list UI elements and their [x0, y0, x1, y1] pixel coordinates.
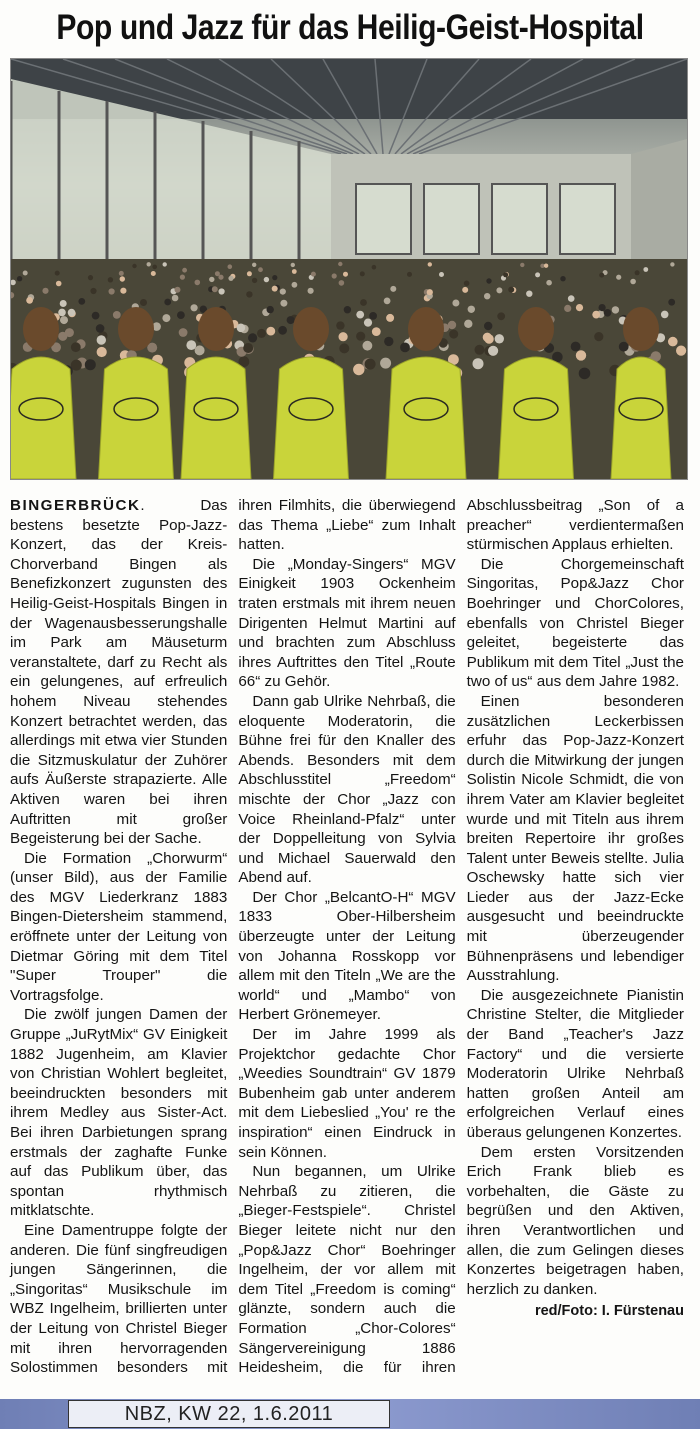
- audience-member: [182, 268, 187, 273]
- paragraph: Die Formation „Chorwurm“ (unser Bild), aus der Familie des MGV Liederkranz 1883 Bingen-Dietersheim stammend, eröffnete unter der Leitung von Dietmar Göring mit dem Titel "Super Trouper" die Vortragsfolge.: [10, 849, 228, 1004]
- audience-member: [386, 314, 394, 322]
- paragraph: Dem ersten Vorsitzenden Erich Frank blieb es vorbehalten, die Gäste zu begrüßen und den Aktiven, ihren Verantwortlichen und allen, die zum Gelingen dieses Konzertes beigetragen haben, herzlich zu danken.: [466, 1143, 684, 1298]
- audience-member: [257, 329, 266, 338]
- audience-member: [576, 304, 583, 311]
- singer-head: [198, 307, 234, 351]
- audience-member: [308, 288, 314, 294]
- singer-head: [408, 307, 444, 351]
- audience-member: [365, 359, 376, 370]
- audience-member: [68, 309, 76, 317]
- audience-member: [520, 263, 524, 267]
- audience-member: [488, 346, 498, 356]
- audience-member: [495, 334, 504, 343]
- audience-member: [372, 327, 381, 336]
- audience-member: [132, 264, 136, 268]
- audience-member: [400, 343, 410, 353]
- back-window: [492, 184, 547, 254]
- audience-member: [212, 286, 218, 292]
- audience-member: [56, 281, 62, 287]
- audience-member: [343, 272, 348, 277]
- audience-member: [616, 275, 621, 280]
- audience-member: [292, 269, 297, 274]
- audience-member: [360, 299, 367, 306]
- audience-member: [292, 282, 298, 288]
- back-window: [424, 184, 479, 254]
- audience-member: [336, 321, 344, 329]
- audience-member: [272, 275, 277, 280]
- right-wall: [631, 139, 687, 279]
- audience-member: [163, 262, 167, 266]
- singer-shirt: [99, 357, 174, 479]
- audience-member: [60, 316, 68, 324]
- singer-shirt: [11, 357, 76, 479]
- audience-member: [140, 299, 147, 306]
- audience-member: [535, 272, 540, 277]
- audience-member: [508, 287, 514, 293]
- audience-member: [172, 295, 179, 302]
- audience-member: [526, 291, 532, 297]
- audience-member: [439, 272, 444, 277]
- singer-shirt: [274, 357, 349, 479]
- audience-member: [71, 342, 81, 352]
- singer-head: [293, 307, 329, 351]
- audience-member: [612, 306, 619, 313]
- audience-member: [468, 306, 475, 313]
- audience-member: [407, 272, 412, 277]
- paragraph: Einen besonderen zusätzlichen Leckerbissen erfuhr das Pop-Jazz-Konzert durch die Mitwirkung der jungen Solistin Nicole Schmidt, die von ihrem Vater am Klavier begleitet wurde und mit Titeln aus ihrem breiten Repertoire ihr großes Talent unter Beweis stellte. Julia Oschewsky hatte sich vier Lieder aus der Jazz-Ecke ausgesucht und beeindruckte mit überzeugender Bühnenpräsens und lebendiger Ausstrahlung.: [466, 692, 684, 985]
- audience-member: [42, 288, 48, 294]
- paragraph: Der im Jahre 1999 als Projektchor gedachte Chor „Weedies Soundtrain“ GV 1879 Bubenheim gab unter anderem mit dem Liebeslied „You' re the inspiration“ einen Eindruck in sein Können.: [238, 1026, 456, 1161]
- audience-member: [209, 277, 214, 282]
- audience-member: [568, 295, 575, 302]
- audience-member: [356, 311, 364, 319]
- audience-member: [278, 326, 287, 335]
- audience-member: [119, 271, 124, 276]
- audience-member: [369, 312, 377, 320]
- article-body: [10, 496, 684, 1391]
- audience-member: [332, 273, 337, 278]
- audience-member: [264, 277, 269, 282]
- lead-paragraph: [10, 496, 227, 849]
- audience-member: [186, 340, 196, 350]
- audience-member: [484, 293, 490, 299]
- audience-member: [372, 265, 377, 270]
- lead-text: . Das bestens besetzte Pop-Jazz-Konzert, das der Kreis-Chorverband Bingen als Benefizkonzert zugunsten des Heilig-Geist-Hospitals Bingen in der Wagenausbesserungshalle im Park am Mäuseturm veranstaltete, darf zu Recht als ein gelungenes, auf erfreulich hohem Niveau stehendes Konzert betrachtet werden, das allerdings mit etwa vier Stunden die Sitzmuskulatur der Zuhörer aufs Äußerste strapazierte. Alle Aktiven waren bei ihren Auftritten mit großer Begeisterung bei der Sache.: [10, 497, 228, 848]
- audience-member: [497, 312, 505, 320]
- audience-member: [120, 276, 125, 281]
- audience-member: [228, 264, 233, 269]
- audience-member: [195, 280, 201, 286]
- audience-member: [384, 337, 393, 346]
- headline: Pop und Jazz für das Heilig-Geist-Hospital: [56, 8, 644, 47]
- audience-member: [175, 287, 181, 293]
- audience-member: [630, 279, 636, 285]
- audience-member: [90, 288, 96, 294]
- audience-member: [65, 328, 74, 337]
- audience-member: [592, 311, 600, 319]
- audience-member: [96, 324, 105, 333]
- audience-member: [670, 262, 674, 266]
- audience-member: [108, 277, 113, 282]
- audience-member: [503, 272, 508, 277]
- audience-member: [120, 288, 126, 294]
- audience-member: [92, 312, 100, 320]
- paragraph: Die „Monday-Singers“ MGV Einigkeit 1903 Ockenheim traten erstmals mit ihrem neuen Dirigenten Helmut Martini auf und brachten zum Abschluss ihres Auftrittes den Titel „Route 66“ zu Gehör.: [238, 555, 456, 691]
- audience-member: [280, 300, 287, 307]
- audience-member: [464, 281, 470, 287]
- audience-member: [668, 337, 678, 347]
- audience-member: [258, 267, 263, 272]
- audience-member: [390, 286, 396, 292]
- audience-member: [191, 304, 198, 311]
- audience-member: [360, 271, 365, 276]
- audience-member: [17, 276, 22, 281]
- audience-member: [619, 342, 629, 352]
- audience-member: [483, 333, 492, 342]
- audience-member: [252, 263, 256, 267]
- audience-member: [486, 278, 491, 283]
- audience-member: [152, 265, 157, 270]
- audience-member: [496, 287, 502, 293]
- audience-member: [109, 288, 115, 294]
- audience-member: [576, 350, 586, 360]
- audience-member: [428, 262, 432, 266]
- article-photo: [10, 58, 688, 480]
- audience-member: [113, 311, 121, 319]
- audience-member: [266, 327, 275, 336]
- audience-member: [546, 280, 552, 286]
- audience-member: [643, 267, 648, 272]
- singer-shirt: [611, 357, 671, 479]
- audience-member: [661, 311, 669, 319]
- paragraph: Der Chor „BelcantO-H“ MGV 1833 Ober-Hilbersheim überzeugte unter der Leitung von Johanna Rosskopp vor allem mit den Titeln „We are the world“ und „Mambo“ von Herbert Grönemeyer.: [238, 888, 456, 1024]
- audience-member: [635, 270, 640, 275]
- audience-member: [462, 287, 468, 293]
- audience-member: [364, 319, 372, 327]
- audience-member: [475, 345, 485, 355]
- audience-member: [339, 280, 345, 286]
- audience-member: [564, 305, 571, 312]
- photo-credit: red/Foto: I. Fürstenau: [534, 1303, 684, 1320]
- audience-member: [151, 271, 156, 276]
- audience-member: [380, 358, 391, 369]
- audience-member: [218, 275, 223, 280]
- audience-member: [363, 341, 373, 351]
- audience-member: [237, 324, 246, 333]
- audience-member: [344, 306, 351, 313]
- audience-member: [179, 328, 188, 337]
- singer-shirt: [181, 357, 251, 479]
- source-stamp: NBZ, KW 22, 1.6.2011: [68, 1400, 390, 1428]
- audience-member: [219, 288, 225, 294]
- audience-member: [579, 368, 591, 380]
- audience-member: [452, 300, 459, 307]
- audience-member: [71, 360, 82, 371]
- paragraph: Die ausgezeichnete Pianistin Christine Stelter, die Mitglieder der Band „Teacher's Jazz Factory“ und die versierte Moderatorin Ulrike Nehrbaß hatten großen Anteil am erfolgreichen Verlauf eines überaus gelungenen Konzertes.: [466, 986, 684, 1141]
- audience-member: [58, 309, 66, 317]
- audience-member: [247, 271, 252, 276]
- audience-member: [676, 346, 686, 356]
- back-window: [356, 184, 411, 254]
- audience-member: [464, 320, 472, 328]
- audience-member: [180, 275, 185, 280]
- back-window: [560, 184, 615, 254]
- paragraph: Eine Damentruppe folgte der anderen. Die fünf singfreudigen jungen Sängerinnen, die „Singoritas“ Musikschule im WBZ Ingelheim, brillierten unter der Leitung von Christel Bieger mit ihren hervorragenden Solostimmen besonders mit ihren Filmhits, die überwiegend das Thema „Liebe“ zum Inhalt hatten.: [10, 497, 456, 1377]
- audience-member: [26, 297, 33, 304]
- dateline: BINGERBRÜCK: [10, 497, 141, 514]
- audience-member: [60, 300, 67, 307]
- paragraph: Nun begannen, um Ulrike Nehrbaß zu zitieren, die „Bieger-Festspiele“. Christel Bieger leitete nicht nur den „Pop&Jazz Chor“ Boehringer Ingelheim, der vor allem mit dem Titel „Freedom is coming“ glänzte, sondern auch die Formation „Chor-Colores“ Sängervereinigung 1886 Heidesheim, die für ihren Abschlussbeitrag „Son of a preacher“ verdientermaßen stürmischen Applaus erhielten.: [238, 497, 684, 1377]
- audience-member: [78, 298, 85, 305]
- audience-member: [338, 262, 342, 266]
- audience-member: [544, 264, 548, 268]
- audience-member: [668, 299, 675, 306]
- paragraph: Dann gab Ulrike Nehrbaß, die eloquente Moderatorin, die Bühne frei für den Knaller des Abends. Besonders mit dem Abschlusstitel „Freedom“ mischte der Chor „Jazz con Voice Rheinland-Pfalz“ unter der Doppelleitung von Sylvia und Michael Sauerwald den Abend auf.: [238, 692, 456, 887]
- audience-member: [243, 343, 253, 353]
- audience-member: [599, 304, 606, 311]
- singer-shirt: [499, 357, 574, 479]
- audience-member: [384, 298, 391, 305]
- audience-member: [484, 322, 492, 330]
- audience-member: [228, 276, 233, 281]
- audience-member: [177, 311, 185, 319]
- audience-member: [23, 271, 28, 276]
- audience-member: [248, 333, 257, 342]
- audience-member: [356, 332, 365, 341]
- audience-member: [272, 286, 278, 292]
- audience-member: [339, 332, 348, 341]
- audience-member: [85, 359, 96, 370]
- audience-member: [599, 273, 604, 278]
- audience-member: [280, 289, 286, 295]
- paragraph: Die zwölf jungen Damen der Gruppe „JuRytMix“ GV Einigkeit 1882 Jugenheim, am Klavier von Christian Wohlert begleitet, beeindruckten besonders mit ihrem Medley aus Sister-Act. Bei ihren Darbietungen sprang erstmals der zaghafte Funke auf das Publikum über, das spontan rhythmisch mitklatschte.: [10, 1006, 228, 1220]
- singer-head: [118, 307, 154, 351]
- audience-member: [246, 291, 252, 297]
- audience-member: [427, 289, 433, 295]
- audience-member: [291, 263, 295, 267]
- audience-member: [55, 271, 60, 276]
- audience-member: [473, 358, 484, 369]
- audience-member: [164, 299, 171, 306]
- audience-member: [560, 276, 565, 281]
- audience-member: [97, 347, 107, 357]
- audience-member: [147, 262, 151, 266]
- singer-head: [23, 307, 59, 351]
- audience-member: [353, 364, 364, 375]
- audience-member: [267, 306, 274, 313]
- singer-head: [518, 307, 554, 351]
- audience-member: [339, 343, 349, 353]
- audience-member: [604, 309, 612, 317]
- audience-member: [449, 330, 458, 339]
- audience-member: [311, 272, 316, 277]
- audience-member: [287, 316, 295, 324]
- audience-member: [162, 314, 170, 322]
- audience-member: [252, 278, 257, 283]
- audience-member: [97, 335, 106, 344]
- paragraph: Die Chorgemeinschaft Singoritas, Pop&Jazz Chor Boehringer und ChorColores, ebenfalls von Christel Bieger geleitet, begeisterte das Publikum mit dem Titel „Just the two of us“ aus dem Jahre 1982.: [466, 555, 684, 691]
- singer-head: [623, 307, 659, 351]
- singer-shirt: [386, 357, 466, 479]
- audience-member: [195, 345, 205, 355]
- choir-concert-photo: [11, 59, 687, 479]
- audience-member: [594, 332, 603, 341]
- audience-member: [571, 342, 581, 352]
- audience-member: [88, 275, 93, 280]
